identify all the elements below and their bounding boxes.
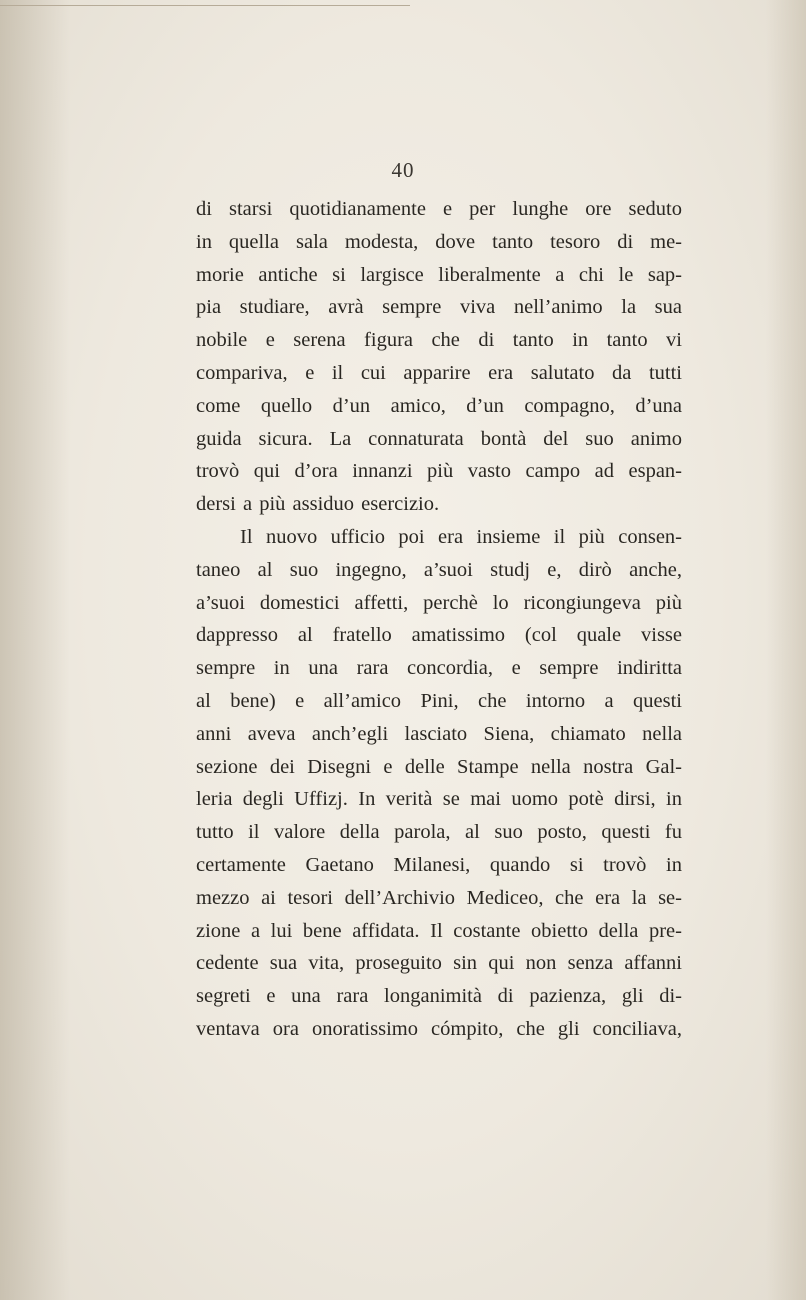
text-line: a’suoi domestici affetti, perchè lo ricongiungeva più [196,591,682,614]
text-line: leria degli Uffizj. In verità se mai uomo potè dirsi, in [196,788,682,811]
text-line: taneo al suo ingegno, a’suoi studj e, dirò anche, [196,558,682,581]
text-line: certamente Gaetano Milanesi, quando si trovò in [196,853,682,876]
text-line: di starsi quotidianamente e per lunghe ore seduto [196,198,682,220]
text-line: anni aveva anch’egli lasciato Siena, chiamato nella [196,722,682,745]
paragraph-start-line: Il nuovo ufficio poi era insieme il più consen- [240,525,682,548]
text-line: mezzo ai tesori dell’Archivio Mediceo, che era la se- [196,886,682,909]
text-line: ventava ora onoratissimo cómpito, che gli conciliava, [196,1017,682,1040]
text-line: compariva, e il cui apparire era salutato da tutti [196,361,682,384]
text-line: guida sicura. La connaturata bontà del suo animo [196,427,682,450]
paragraph-end-line: dersi a più assiduo esercizio. [196,493,440,516]
text-line: pia studiare, avrà sempre viva nell’animo la sua [196,296,682,319]
text-line: cedente sua vita, proseguito sin qui non senza affanni [196,952,682,975]
text-line: in quella sala modesta, dove tanto tesoro di me- [196,230,682,253]
text-line: come quello d’un amico, d’un compagno, d’una [196,394,682,417]
text-line: dappresso al fratello amatissimo (col quale visse [196,624,682,647]
page-number: 40 [391,158,415,182]
text-line: sezione dei Disegni e delle Stampe nella nostra Gal- [196,755,682,778]
body-text [196,193,682,1046]
top-edge-rule [0,5,410,6]
text-line: al bene) e all’amico Pini, che intorno a questi [196,689,682,712]
text-line: trovò qui d’ora innanzi più vasto campo ad espan- [196,460,682,483]
text-line: tutto il valore della parola, al suo posto, questi fu [196,821,682,844]
text-line: morie antiche si largisce liberalmente a chi le sap- [196,263,682,286]
text-line: sempre in una rara concordia, e sempre indiritta [196,657,682,680]
text-line: nobile e serena figura che di tanto in tanto vi [196,329,682,352]
text-line: zione a lui bene affidata. Il costante obietto della pre- [196,919,682,942]
text-line: segreti e una rara longanimità di pazienza, gli di- [196,985,682,1008]
